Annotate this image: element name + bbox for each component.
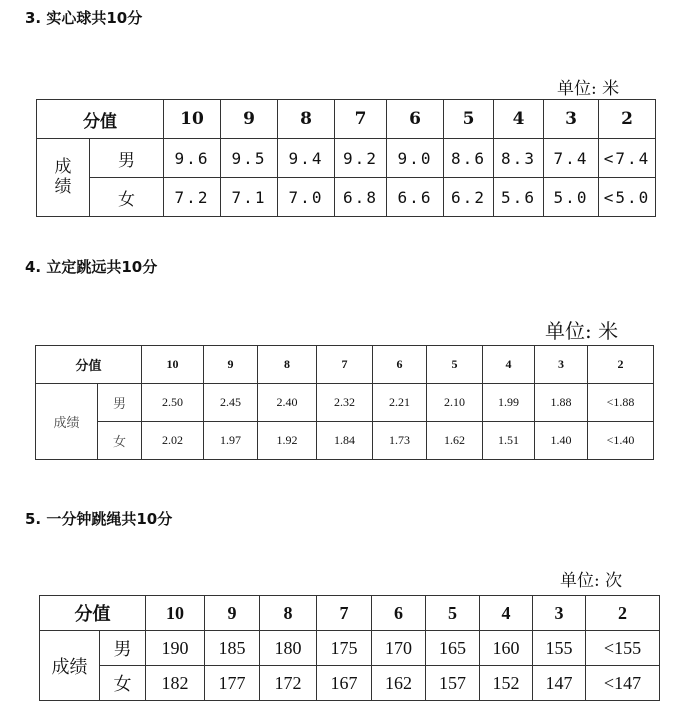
value-cell: 8.3: [494, 139, 544, 178]
gender-cell: 男: [98, 384, 142, 422]
value-cell: 9.2: [335, 139, 387, 178]
score-header: 分值: [40, 596, 146, 631]
section-title: 5. 一分钟跳绳共10分: [25, 510, 173, 528]
score-header: 分值: [36, 346, 142, 384]
value-cell: 1.84: [317, 422, 373, 460]
table-row: [40, 666, 660, 701]
score-cell: 5: [426, 596, 480, 631]
value-cell: 185: [205, 631, 260, 666]
score-cell: 3: [535, 346, 588, 384]
value-cell: 2.02: [142, 422, 204, 460]
value-cell: 7.1: [221, 178, 278, 217]
value-cell: 1.97: [204, 422, 258, 460]
value-cell: 157: [426, 666, 480, 701]
score-cell: 8: [278, 100, 335, 139]
score-cell: 3: [533, 596, 586, 631]
value-cell: <1.40: [588, 422, 654, 460]
grade-header: [37, 139, 90, 217]
value-cell: 6.2: [444, 178, 494, 217]
value-cell: 172: [260, 666, 317, 701]
table-row: [36, 422, 654, 460]
value-cell: 5.0: [544, 178, 599, 217]
score-table: [35, 345, 654, 460]
table-row: [36, 384, 654, 422]
score-cell: 5: [427, 346, 483, 384]
score-cell: 2: [599, 100, 656, 139]
grade-header: 成绩: [40, 631, 100, 701]
table-row: [37, 139, 656, 178]
gender-cell: 女: [98, 422, 142, 460]
score-cell: 7: [317, 596, 372, 631]
value-cell: 180: [260, 631, 317, 666]
score-cell: 9: [221, 100, 278, 139]
gender-cell: 女: [100, 666, 146, 701]
value-cell: 1.99: [483, 384, 535, 422]
score-cell: 4: [483, 346, 535, 384]
score-cell: 5: [444, 100, 494, 139]
score-cell: 10: [146, 596, 205, 631]
value-cell: 1.40: [535, 422, 588, 460]
score-cell: 7: [335, 100, 387, 139]
value-cell: <155: [586, 631, 660, 666]
value-cell: 162: [372, 666, 426, 701]
value-cell: 1.62: [427, 422, 483, 460]
value-cell: <5.0: [599, 178, 656, 217]
grade-header: 成绩: [36, 384, 98, 460]
value-cell: 160: [480, 631, 533, 666]
value-cell: 177: [205, 666, 260, 701]
value-cell: 9.5: [221, 139, 278, 178]
value-cell: 8.6: [444, 139, 494, 178]
value-cell: 155: [533, 631, 586, 666]
gender-cell: 男: [100, 631, 146, 666]
value-cell: 6.6: [387, 178, 444, 217]
value-cell: 170: [372, 631, 426, 666]
score-table: [36, 99, 656, 217]
value-cell: 167: [317, 666, 372, 701]
value-cell: 7.0: [278, 178, 335, 217]
section-title: 4. 立定跳远共10分: [25, 258, 158, 276]
gender-cell: 女: [90, 178, 164, 217]
value-cell: <7.4: [599, 139, 656, 178]
score-cell: 6: [387, 100, 444, 139]
value-cell: 2.21: [373, 384, 427, 422]
score-cell: 2: [586, 596, 660, 631]
value-cell: 2.10: [427, 384, 483, 422]
score-cell: 9: [204, 346, 258, 384]
value-cell: 9.4: [278, 139, 335, 178]
value-cell: 9.0: [387, 139, 444, 178]
score-cell: 3: [544, 100, 599, 139]
score-header: 分值: [37, 100, 164, 139]
score-cell: 4: [494, 100, 544, 139]
value-cell: 190: [146, 631, 205, 666]
value-cell: <147: [586, 666, 660, 701]
section-title: 3. 实心球共10分: [25, 9, 143, 27]
unit-label: 单位: 次: [560, 571, 623, 591]
value-cell: 152: [480, 666, 533, 701]
value-cell: 175: [317, 631, 372, 666]
value-cell: 7.2: [164, 178, 221, 217]
score-cell: 6: [373, 346, 427, 384]
score-cell: 4: [480, 596, 533, 631]
header-row: [36, 346, 654, 384]
header-row: [40, 596, 660, 631]
value-cell: 1.73: [373, 422, 427, 460]
value-cell: 2.50: [142, 384, 204, 422]
value-cell: 182: [146, 666, 205, 701]
grade-label: 成绩: [54, 156, 72, 197]
value-cell: 147: [533, 666, 586, 701]
score-cell: 10: [142, 346, 204, 384]
table-row: [37, 178, 656, 217]
value-cell: 1.51: [483, 422, 535, 460]
score-cell: 2: [588, 346, 654, 384]
value-cell: 2.40: [258, 384, 317, 422]
score-cell: 9: [205, 596, 260, 631]
value-cell: 1.88: [535, 384, 588, 422]
unit-label: 单位: 米: [545, 319, 619, 343]
value-cell: 1.92: [258, 422, 317, 460]
value-cell: 2.45: [204, 384, 258, 422]
value-cell: 2.32: [317, 384, 373, 422]
value-cell: 7.4: [544, 139, 599, 178]
value-cell: <1.88: [588, 384, 654, 422]
table-row: [40, 631, 660, 666]
score-cell: 6: [372, 596, 426, 631]
unit-label: 单位: 米: [557, 79, 620, 99]
score-table: [39, 595, 660, 701]
value-cell: 165: [426, 631, 480, 666]
score-cell: 7: [317, 346, 373, 384]
header-row: [37, 100, 656, 139]
value-cell: 5.6: [494, 178, 544, 217]
value-cell: 6.8: [335, 178, 387, 217]
score-cell: 8: [260, 596, 317, 631]
gender-cell: 男: [90, 139, 164, 178]
score-cell: 10: [164, 100, 221, 139]
score-cell: 8: [258, 346, 317, 384]
value-cell: 9.6: [164, 139, 221, 178]
